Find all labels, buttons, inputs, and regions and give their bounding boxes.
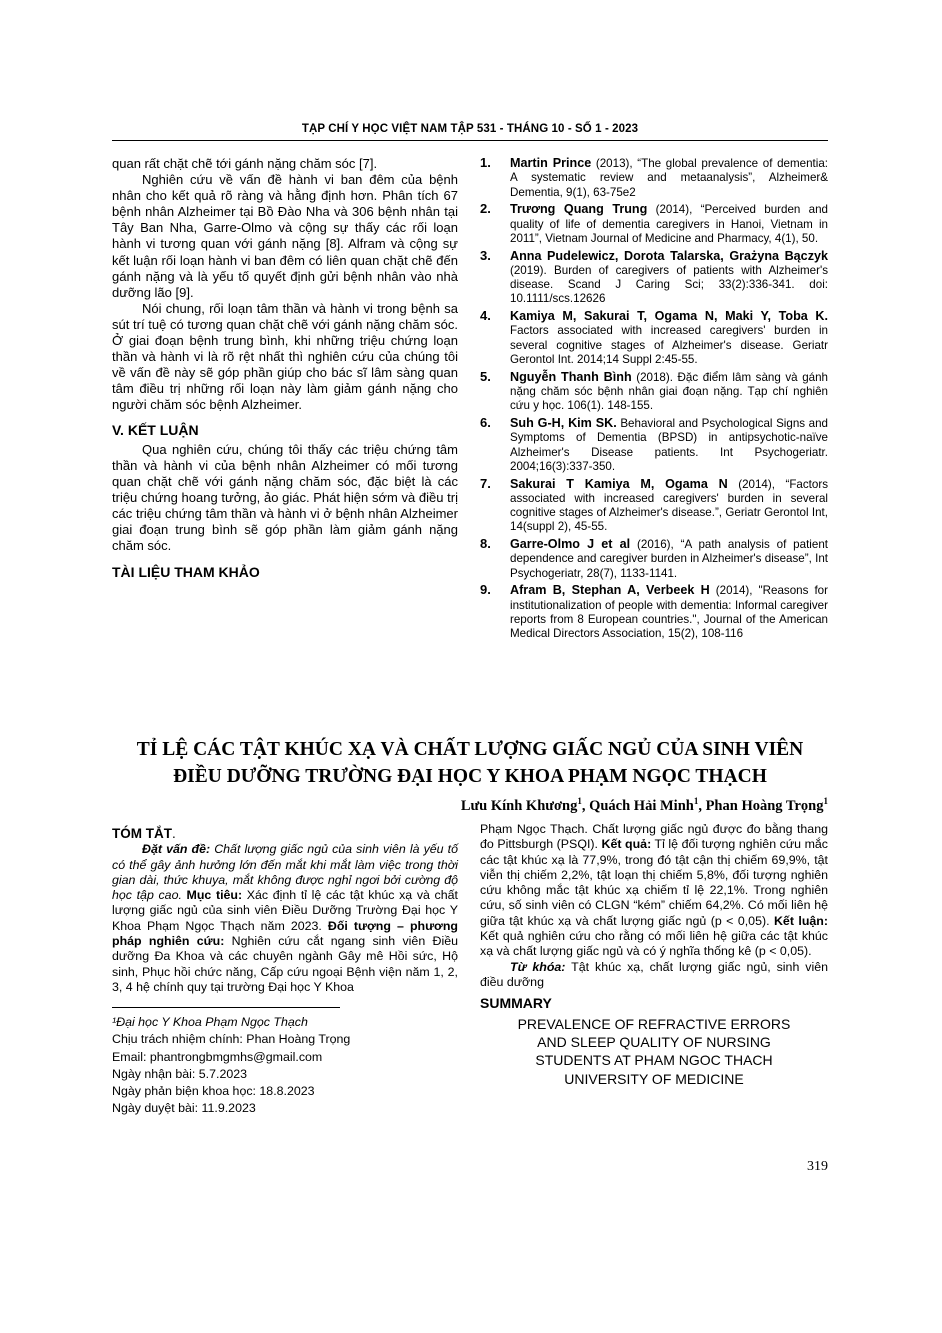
- footnote-received: Ngày nhận bài: 5.7.2023: [112, 1066, 248, 1081]
- footnote-rule: [112, 1007, 340, 1008]
- english-title: PREVALENCE OF REFRACTIVE ERRORS AND SLEEP QUALITY OF NURSING STUDENTS AT PHAM NGOC THACH UNIVERSITY OF MEDICINE: [517, 1015, 791, 1087]
- author-line: Lưu Kính Khương$^1$, Quách Hải Minh$^1$, Phan Hoàng Trọng$^1$: [460, 796, 828, 814]
- references-column: [480, 156, 828, 644]
- left-column-top: [112, 156, 458, 584]
- section-heading-references: TÀI LIỆU THAM KHẢO: [112, 564, 260, 581]
- reference-item: 2. Trương Quang Trung (2014), “Perceived burden and quality of life of dementia caregivers in Hanoi, Vietnam in 2011”, Vietnam Journal of Medicine and Pharmacy, 4(1), 50.: [480, 201, 828, 245]
- paragraph: Nghiên cứu về vấn đề hành vi ban đêm của bệnh nhân cho kết quả rõ ràng và hằng định hơn. Phân tích 67 bệnh nhân Alzheimer tại Bồ Đào Nha và 306 bệnh nhân tại Tây Ban Nha, Garre-Olmo và cộng sự thấy các rối loạn hành vi tương quan với gánh nặng [8]. Alfram và cộng sự kết luận rối loạn hành vi ban đêm có liên quan chặt chẽ đến gánh nặng và là yếu tố quyết định gửi bệnh nhân vào nhà dưỡng lão [9].: [112, 172, 458, 300]
- abstract-left-column: [112, 826, 458, 1117]
- author-name: Phan Hoàng Trọng: [705, 797, 824, 814]
- keywords: Từ khóa: Tật khúc xạ, chất lượng giấc ngủ, sinh viên điều dưỡng: [480, 959, 829, 989]
- abstract-text: Phạm Ngọc Thạch. Chất lượng giấc ngủ được đo bằng thang đo Pittsburgh (PSQI). Kết quả: Tỉ lệ đối tượng nghiên cứu mắc các tật khúc xạ là 77,9%, trong đó tật cận thị chiếm 69,9%, tật viễn thị chiếm 2,2%, tật loạn thị chiếm 5,8%, đối tượng nghiên cứu không mắc tật khúc xạ chiếm tỉ lệ 22,1%. Trong nghiên cứu, số sinh viên có CLGN “kém” chiếm 64,2%. Có mối liên hệ giữa tật khúc xạ và chất lượng giấc ngủ (p < 0,05). Kết luận: Kết quả nghiên cứu cho rằng có mối liên hệ giữa các tật khúc xạ và chất lượng giấc ngủ và có ý nghĩa thống kê (p < 0,05).: [480, 822, 828, 959]
- footnotes: [112, 1014, 458, 1117]
- author-name: Quách Hải Minh: [589, 797, 694, 814]
- footnote-email: Email: phantrongbmgmhs@gmail.com: [112, 1049, 323, 1064]
- article-title-line: ĐIỀU DƯỠNG TRƯỜNG ĐẠI HỌC Y KHOA PHẠM NGỌC THẠCH: [173, 766, 767, 787]
- reference-item: 8. Garre-Olmo J et al (2016), “A path analysis of patient dependence and caregiver burden in Alzheimer's disease”, Int Psychogeriatr, 28(7), 1133-1141.: [480, 536, 828, 580]
- paragraph: Nói chung, rối loạn tâm thần và hành vi trong bệnh sa sút trí tuệ có tương quan chặt chẽ với gánh nặng chăm sóc. Ở giai đoạn bệnh trung bình, khi những triệu chứng loạn thần và hành vi là rõ rệt nhất thì nghiên cứu của chúng tôi về vấn đề này sẽ góp phần giúp cho bác sĩ lâm sàng quan tâm điều trị những rối loạn này làm giảm gánh nặng cho người chăm sóc bệnh Alzheimer.: [112, 300, 458, 413]
- footnote-corresponding: Chịu trách nhiệm chính: Phan Hoàng Trọng: [112, 1032, 351, 1047]
- footnote-accepted: Ngày duyệt bài: 11.9.2023: [112, 1101, 256, 1116]
- reference-item: 4. Kamiya M, Sakurai T, Ogama N, Maki Y, Toba K. Factors associated with increased caregivers' burden in several cognitive stages of Alzheimer's disease. Geriatr Gerontol Int. 2014;14 Suppl 2:45-55.: [480, 308, 828, 367]
- reference-item: 6. Suh G-H, Kim SK. Behavioral and Psychological Signs and Symptoms of Dementia (BPSD) in antipsychotic-naïve Alzheimer's Disease patients. Int Psychogeriatr. 2004;16(3):337-350.: [480, 415, 828, 473]
- reference-item: 7. Sakurai T Kamiya M, Ogama N (2014), “Factors associated with increased caregivers' burden in several cognitive stages of Alzheimer's disease.”, Geriatr Gerontol Int, 14(suppl 2), 45-55.: [480, 475, 828, 534]
- running-head: TẠP CHÍ Y HỌC VIỆT NAM TẬP 531 - THÁNG 10 - SỐ 1 - 2023: [301, 123, 639, 135]
- author-name: Lưu Kính Khương: [460, 797, 578, 814]
- reference-item: 3. Anna Pudelewicz, Dorota Talarska, Grażyna Bączyk (2019). Burden of caregivers of patients with Alzheimer's disease. Scand J Caring Sci; 33(2):336-341. doi: 10.1111/scs.12626: [480, 247, 828, 306]
- header-rule: [112, 140, 828, 141]
- abstract-right-column: [480, 822, 828, 1088]
- reference-item: 5. Nguyễn Thanh Bình (2018). Đặc điểm lâm sàng và gánh nặng chăm sóc bệnh nhân giai đoạn nặng. Tạp chí nghiên cứu y học. 106(1). 148-155.: [480, 368, 828, 413]
- section-heading-conclusion: V. KẾT LUẬN: [112, 421, 199, 438]
- abstract-heading: TÓM TẮT.: [112, 826, 176, 841]
- article-title-line: TỈ LỆ CÁC TẬT KHÚC XẠ VÀ CHẤT LƯỢNG GIẤC NGỦ CỦA SINH VIÊN: [136, 739, 804, 760]
- article-title: [112, 736, 828, 790]
- abstract-text: Đặt vấn đề: Chất lượng giấc ngủ của sinh viên là yếu tố có thể gây ảnh hưởng lớn đến mắt khi mắt làm việc trong thời gian dài, thức khuya, mắt không được nghỉ ngơi bởi cường độ học tập cao. Mục tiêu: Xác định tỉ lệ các tật khúc xạ và chất lượng giấc ngủ của sinh viên Điều Dưỡng Trường Đại học Y Khoa Phạm Ngọc Thạch năm 2023. Đối tượng – phương pháp nghiên cứu: Nghiên cứu cắt ngang sinh viên Điều dưỡng Đa Khoa và các chuyên ngành Gây mê Hồi sức, Hộ sinh, Phục hồi chức năng, Cấp cứu ngoại Bệnh viện năm 1, 2, 3, 4 hệ chính quy tại trường Đại học Y Khoa: [112, 842, 459, 994]
- reference-item: 9. Afram B, Stephan A, Verbeek H (2014), "Reasons for institutionalization of people with dementia: Informal caregiver reports from 8 European countries.", Journal of the American Medical Directors Association, 15(2), 108-116: [480, 582, 828, 641]
- footnote-affiliation: ¹Đại học Y Khoa Phạm Ngọc Thạch: [112, 1015, 308, 1030]
- reference-list: [480, 156, 828, 642]
- summary-heading: SUMMARY: [480, 995, 552, 1012]
- footnote-reviewed: Ngày phản biện khoa học: 18.8.2023: [112, 1084, 315, 1099]
- paragraph: Qua nghiên cứu, chúng tôi thấy các triệu chứng tâm thần và hành vi của bệnh nhân Alzheimer có mối tương quan chặt chẽ với gánh nặng chăm sóc, đặc biệt là các triệu chứng hoang tưởng, ảo giác. Phát hiện sớm và điều trị các triệu chứng tâm thần và hành vi ở bệnh nhân Alzheimer giai đoạn trung bình sẽ góp phần làm giảm gánh nặng chăm sóc.: [112, 441, 458, 554]
- page-number: 319: [807, 1159, 828, 1174]
- paragraph: quan rất chặt chẽ tới gánh nặng chăm sóc [7].: [112, 156, 378, 171]
- reference-item: 1. Martin Prince (2013), “The global prevalence of dementia: A systematic review and metaanalysis”, Alzheimer& Dementia, 9(1), 63-75e2: [480, 155, 828, 199]
